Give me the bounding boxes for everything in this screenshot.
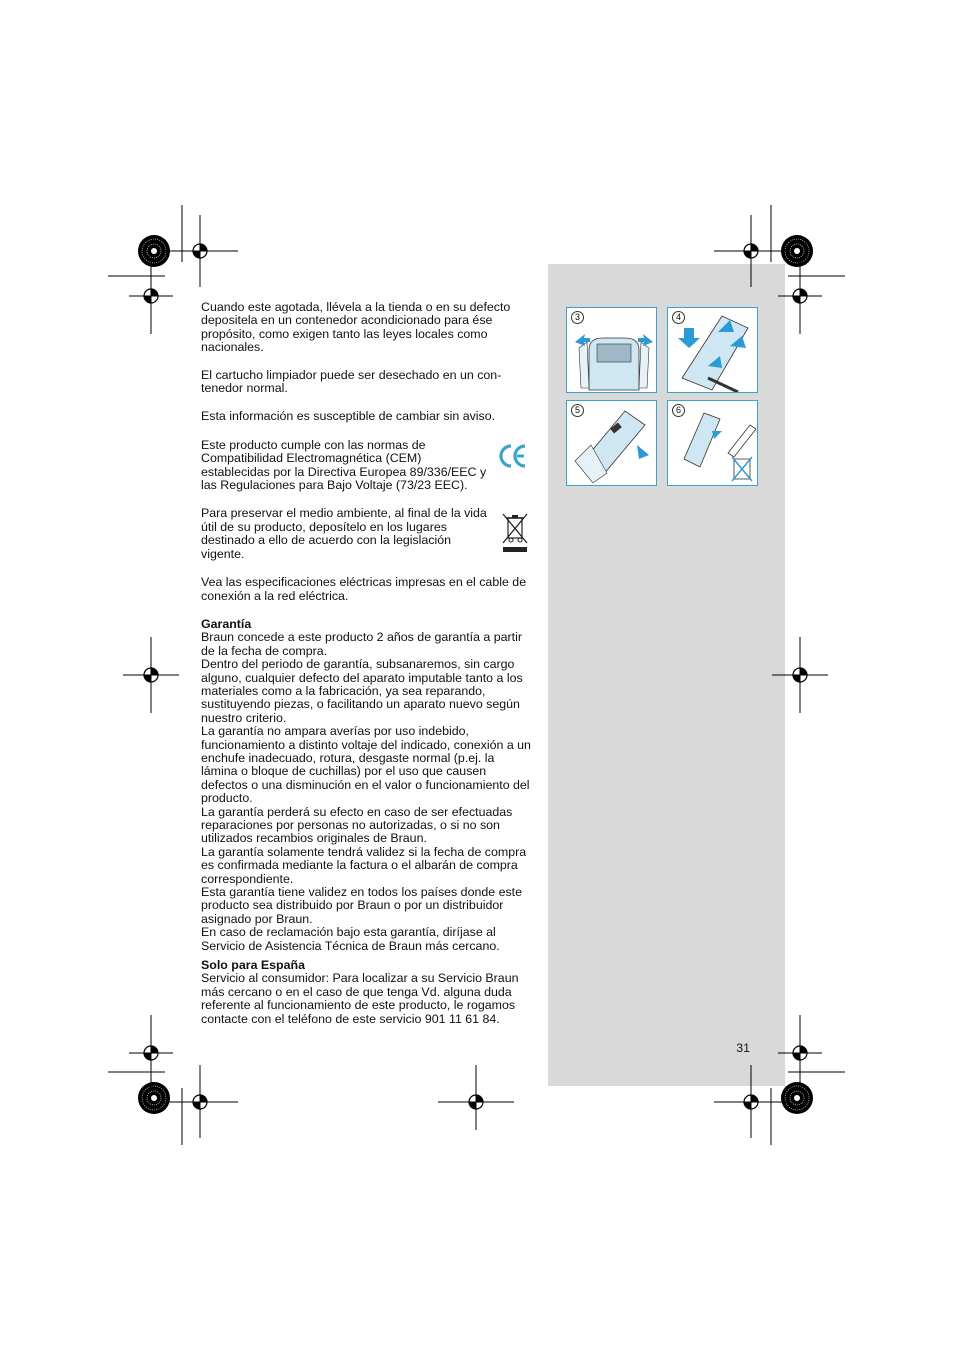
warranty-paragraph: La garantía perderá su efecto en caso de ser efectuadas reparaciones por personas no autorizadas, o si no son utilizados recambios originales de Braun. (201, 804, 513, 846)
figure-6 (667, 400, 758, 486)
warranty-paragraph: La garantía solamente tendrá validez si la fecha de compra es confirmada mediante la factura o el albarán de compra correspondiente. (201, 844, 527, 886)
crossed-bin-icon (500, 512, 530, 554)
warranty-paragraph: Dentro del periodo de garantía, subsanaremos, sin cargo alguno, cualquier defecto del aparato imputable tanto a los materiales como a la fabricación, ya sea reparando, sustituyendo piezas, o facilitando un aparato nuevo según nuestro criterio. (201, 657, 523, 725)
ce-compliance-text: Este producto cumple con las normas de Compatibilidad Electromagnética (CEM) establecidas por la Directiva Europea 89/336/EEC y las Regulaciones para Bajo Voltaje (73/23 EEC). (201, 437, 487, 493)
spain-service-text: Servicio al consumidor: Para localizar a su Servicio Braun más cercano o en el caso de que tenga Vd. alguna duda referente al funcionamiento de este producto, le rogamos contacte con el teléfono de este servicio 901 11 61 84. (201, 971, 519, 1026)
spain-heading: Solo para España (201, 958, 305, 973)
figure-number: 6 (672, 404, 685, 417)
figure-5 (566, 400, 657, 486)
warranty-paragraph: Esta garantía tiene validez en todos los países donde este producto sea distribuido por Braun o por un distribuidor asignado por Braun. (201, 885, 522, 926)
page-number: 31 (736, 1041, 750, 1055)
warranty-paragraph: Braun concede a este producto 2 años de garantía a partir de la fecha de compra. (201, 630, 522, 658)
ce-mark-icon (497, 440, 529, 472)
main-text-column (201, 301, 531, 1026)
figure-3 (566, 307, 657, 393)
warranty-paragraph: En caso de reclamación bajo esta garantía, diríjase al Servicio de Asistencia Técnica de Braun más cercano. (201, 925, 500, 953)
cartridge-disposal-text: El cartucho limpiador puede ser desechado en un con-tenedor normal. (201, 367, 502, 396)
change-notice-text: Esta información es susceptible de cambiar sin aviso. (201, 409, 496, 424)
warranty-paragraph: La garantía no ampara averías por uso indebido, funcionamiento a distinto voltaje del indicado, conexión a un enchufe inadecuado, rotura, desgaste normal (p.ej. la lámina o bloque de cuchillas) por el uso que causen defectos o una disminución en el valor o funcionamiento del producto. (201, 724, 531, 806)
figure-number: 4 (672, 311, 685, 324)
electrical-spec-text: Vea las especificaciones eléctricas impresas en el cable de conexión a la red eléctrica. (201, 575, 527, 603)
warranty-heading: Garantía (201, 616, 252, 631)
figure-4 (667, 307, 758, 393)
environment-text: Para preservar el medio ambiente, al final de la vida útil de su producto, deposítelo en los lugares destinado a ello de acuerdo con la legislación vigente. (201, 506, 487, 561)
figure-number: 5 (571, 404, 584, 417)
figure-number: 3 (571, 311, 584, 324)
battery-disposal-text: Cuando este agotada, llévela a la tienda o en su defecto depositela en un contenedor acondicionado para ése propósito, como exigen tanto las leyes locales como nacionales. (201, 300, 511, 355)
